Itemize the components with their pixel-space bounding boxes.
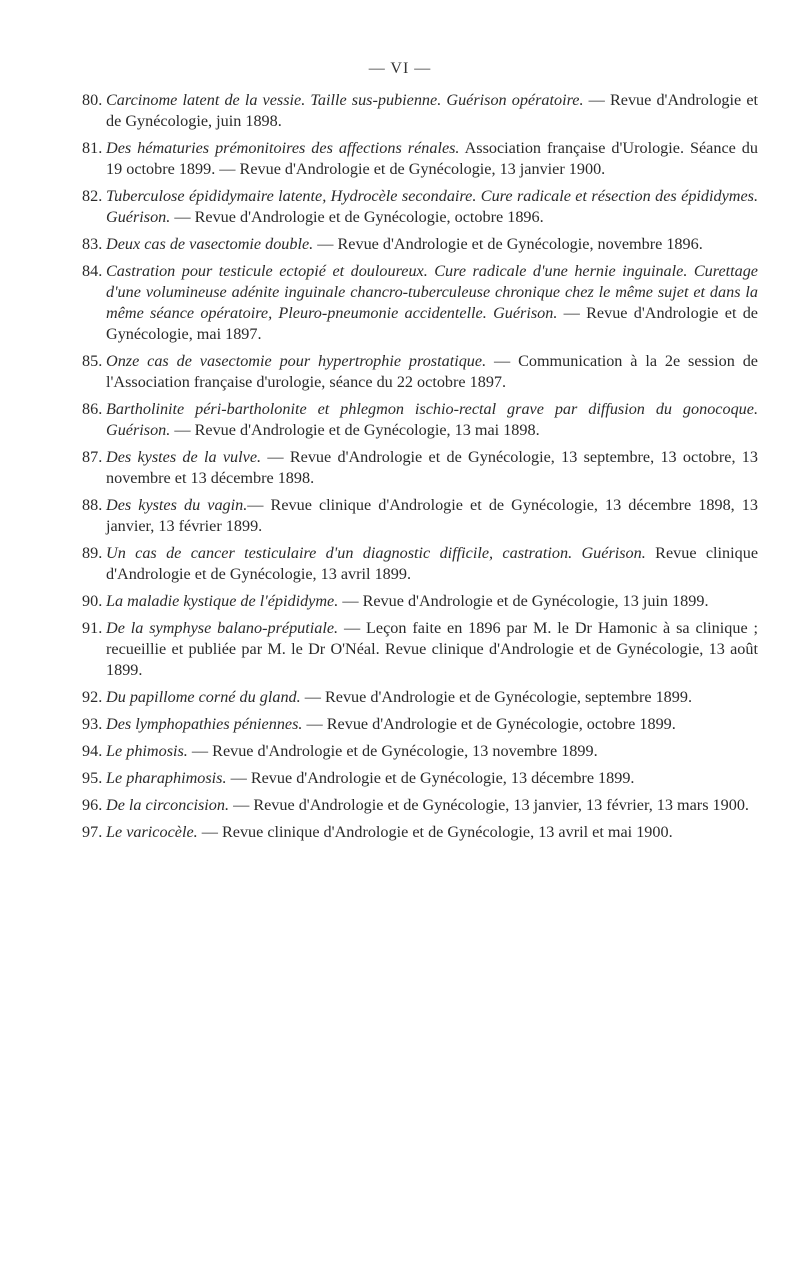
entry-title: Onze cas de vasectomie pour hypertrophie prostatique. (106, 352, 487, 370)
bibliography-entry (82, 495, 758, 537)
entry-number: 94. (82, 742, 103, 760)
entry-source: — Revue d'Andrologie et de Gynécologie, 13 septembre, 13 octobre, 13 novembre et 13 décembre 1898. (106, 448, 758, 487)
entry-number: 84. (82, 262, 103, 280)
entry-source: — Communication à la 2e session de l'Association française d'urologie, séance du 22 octobre 1897. (106, 352, 758, 391)
entry-number: 89. (82, 544, 103, 562)
entry-title: Le pharaphimosis. (106, 769, 227, 787)
entry-title: Bartholinite péri-bartholonite et phlegmon ischio-rectal grave par diffusion du gonocoque. Guérison. (106, 400, 758, 439)
entry-title: Carcinome latent de la vessie. Taille sus-pubienne. Guérison opératoire. (106, 91, 584, 109)
bibliography-entry (82, 186, 758, 228)
bibliography-entry (82, 795, 758, 816)
entry-number: 87. (82, 448, 103, 466)
entry-source: — Revue d'Andrologie et de Gynécologie, 13 mai 1898. (170, 421, 540, 439)
entry-source: — Revue clinique d'Andrologie et de Gynécologie, 13 décembre 1898, 13 janvier, 13 février 1899. (106, 496, 758, 535)
entry-number: 88. (82, 496, 103, 514)
bibliography-entry (82, 768, 758, 789)
bibliography-entry (82, 447, 758, 489)
entry-title: Des kystes de la vulve. (106, 448, 262, 466)
entry-number: 91. (82, 619, 103, 637)
entry-source: — Revue d'Andrologie et de Gynécologie, 13 novembre 1899. (187, 742, 598, 760)
bibliography-entry (82, 591, 758, 612)
entry-title: Un cas de cancer testiculaire d'un diagnostic difficile, castration. Guérison. (106, 544, 646, 562)
entry-source: Association française d'Urologie. Séance du 19 octobre 1899. — Revue d'Andrologie et de Gynécologie, 13 janvier 1900. (106, 139, 758, 178)
entry-source: — Leçon faite en 1896 par M. le Dr Hamonic à sa clinique ; recueillie et publiée par M. le Dr O'Néal. Revue clinique d'Andrologie et de Gynécologie, 13 août 1899. (106, 619, 759, 679)
bibliography-entry (82, 618, 758, 681)
bibliography-entry (82, 399, 758, 441)
bibliography-entry (82, 822, 758, 843)
entry-source: — Revue d'Andrologie et de Gynécologie, mai 1897. (106, 304, 758, 343)
entry-number: 93. (82, 715, 103, 733)
entry-number: 81. (82, 139, 103, 157)
bibliography-entry (82, 234, 758, 255)
entry-title: Tuberculose épididymaire latente, Hydrocèle secondaire. Cure radicale et résection des épididymes. Guérison. (106, 187, 758, 226)
entry-title: Du papillome corné du gland. (106, 688, 301, 706)
entry-number: 92. (82, 688, 103, 706)
entry-number: 83. (82, 235, 103, 253)
bibliography-entry (82, 543, 758, 585)
entry-title: Le varicocèle. (106, 823, 198, 841)
entry-title: Des lymphopathies péniennes. (106, 715, 303, 733)
entry-source: — Revue d'Andrologie et de Gynécologie, octobre 1899. (302, 715, 676, 733)
entry-title: De la circoncision. (106, 796, 230, 814)
entry-title: De la symphyse balano-préputiale. (106, 619, 339, 637)
entry-title: La maladie kystique de l'épididyme. (106, 592, 339, 610)
bibliography-entry (82, 90, 758, 132)
bibliography-entry (82, 687, 758, 708)
bibliography-entry (82, 714, 758, 735)
entry-source: — Revue d'Andrologie et de Gynécologie, 13 juin 1899. (338, 592, 709, 610)
entry-title: Castration pour testicule ectopié et douloureux. Cure radicale d'une hernie inguinale. Curettage d'une volumineuse adénite inguinale chancro-tuberculeuse chronique chez le même sujet et dans la même séance opératoire, Pleuro-pneumonie accidentelle. Guérison. (106, 262, 758, 322)
entry-source: — Revue d'Andrologie et de Gynécologie, novembre 1896. (313, 235, 703, 253)
entry-number: 80. (82, 91, 103, 109)
entry-title: Le phimosis. (106, 742, 188, 760)
entry-number: 90. (82, 592, 103, 610)
entry-source: — Revue d'Andrologie et de Gynécologie, septembre 1899. (300, 688, 693, 706)
entry-title: Deux cas de vasectomie double. (106, 235, 314, 253)
page-number: — VI — (368, 60, 432, 77)
bibliography-entry (82, 261, 758, 345)
bibliography-entry (82, 741, 758, 762)
bibliography-entry (82, 351, 758, 393)
entry-number: 86. (82, 400, 103, 418)
entry-number: 82. (82, 187, 103, 205)
entry-number: 97. (82, 823, 103, 841)
entry-title: Des hématuries prémonitoires des affections rénales. (106, 139, 460, 157)
entry-source: — Revue clinique d'Andrologie et de Gynécologie, 13 avril et mai 1900. (197, 823, 673, 841)
bibliography-entry (82, 138, 758, 180)
entry-source: — Revue d'Andrologie et de Gynécologie, juin 1898. (106, 91, 758, 130)
entry-number: 95. (82, 769, 103, 787)
entry-number: 96. (82, 796, 103, 814)
entry-title: Des kystes du vagin. (106, 496, 248, 514)
entry-source: — Revue d'Andrologie et de Gynécologie, octobre 1896. (170, 208, 544, 226)
bibliography-list (82, 90, 758, 849)
entry-source: Revue clinique d'Andrologie et de Gynécologie, 13 avril 1899. (106, 544, 759, 583)
entry-number: 85. (82, 352, 103, 370)
entry-source: — Revue d'Andrologie et de Gynécologie, 13 décembre 1899. (226, 769, 635, 787)
entry-source: — Revue d'Andrologie et de Gynécologie, 13 janvier, 13 février, 13 mars 1900. (229, 796, 749, 814)
